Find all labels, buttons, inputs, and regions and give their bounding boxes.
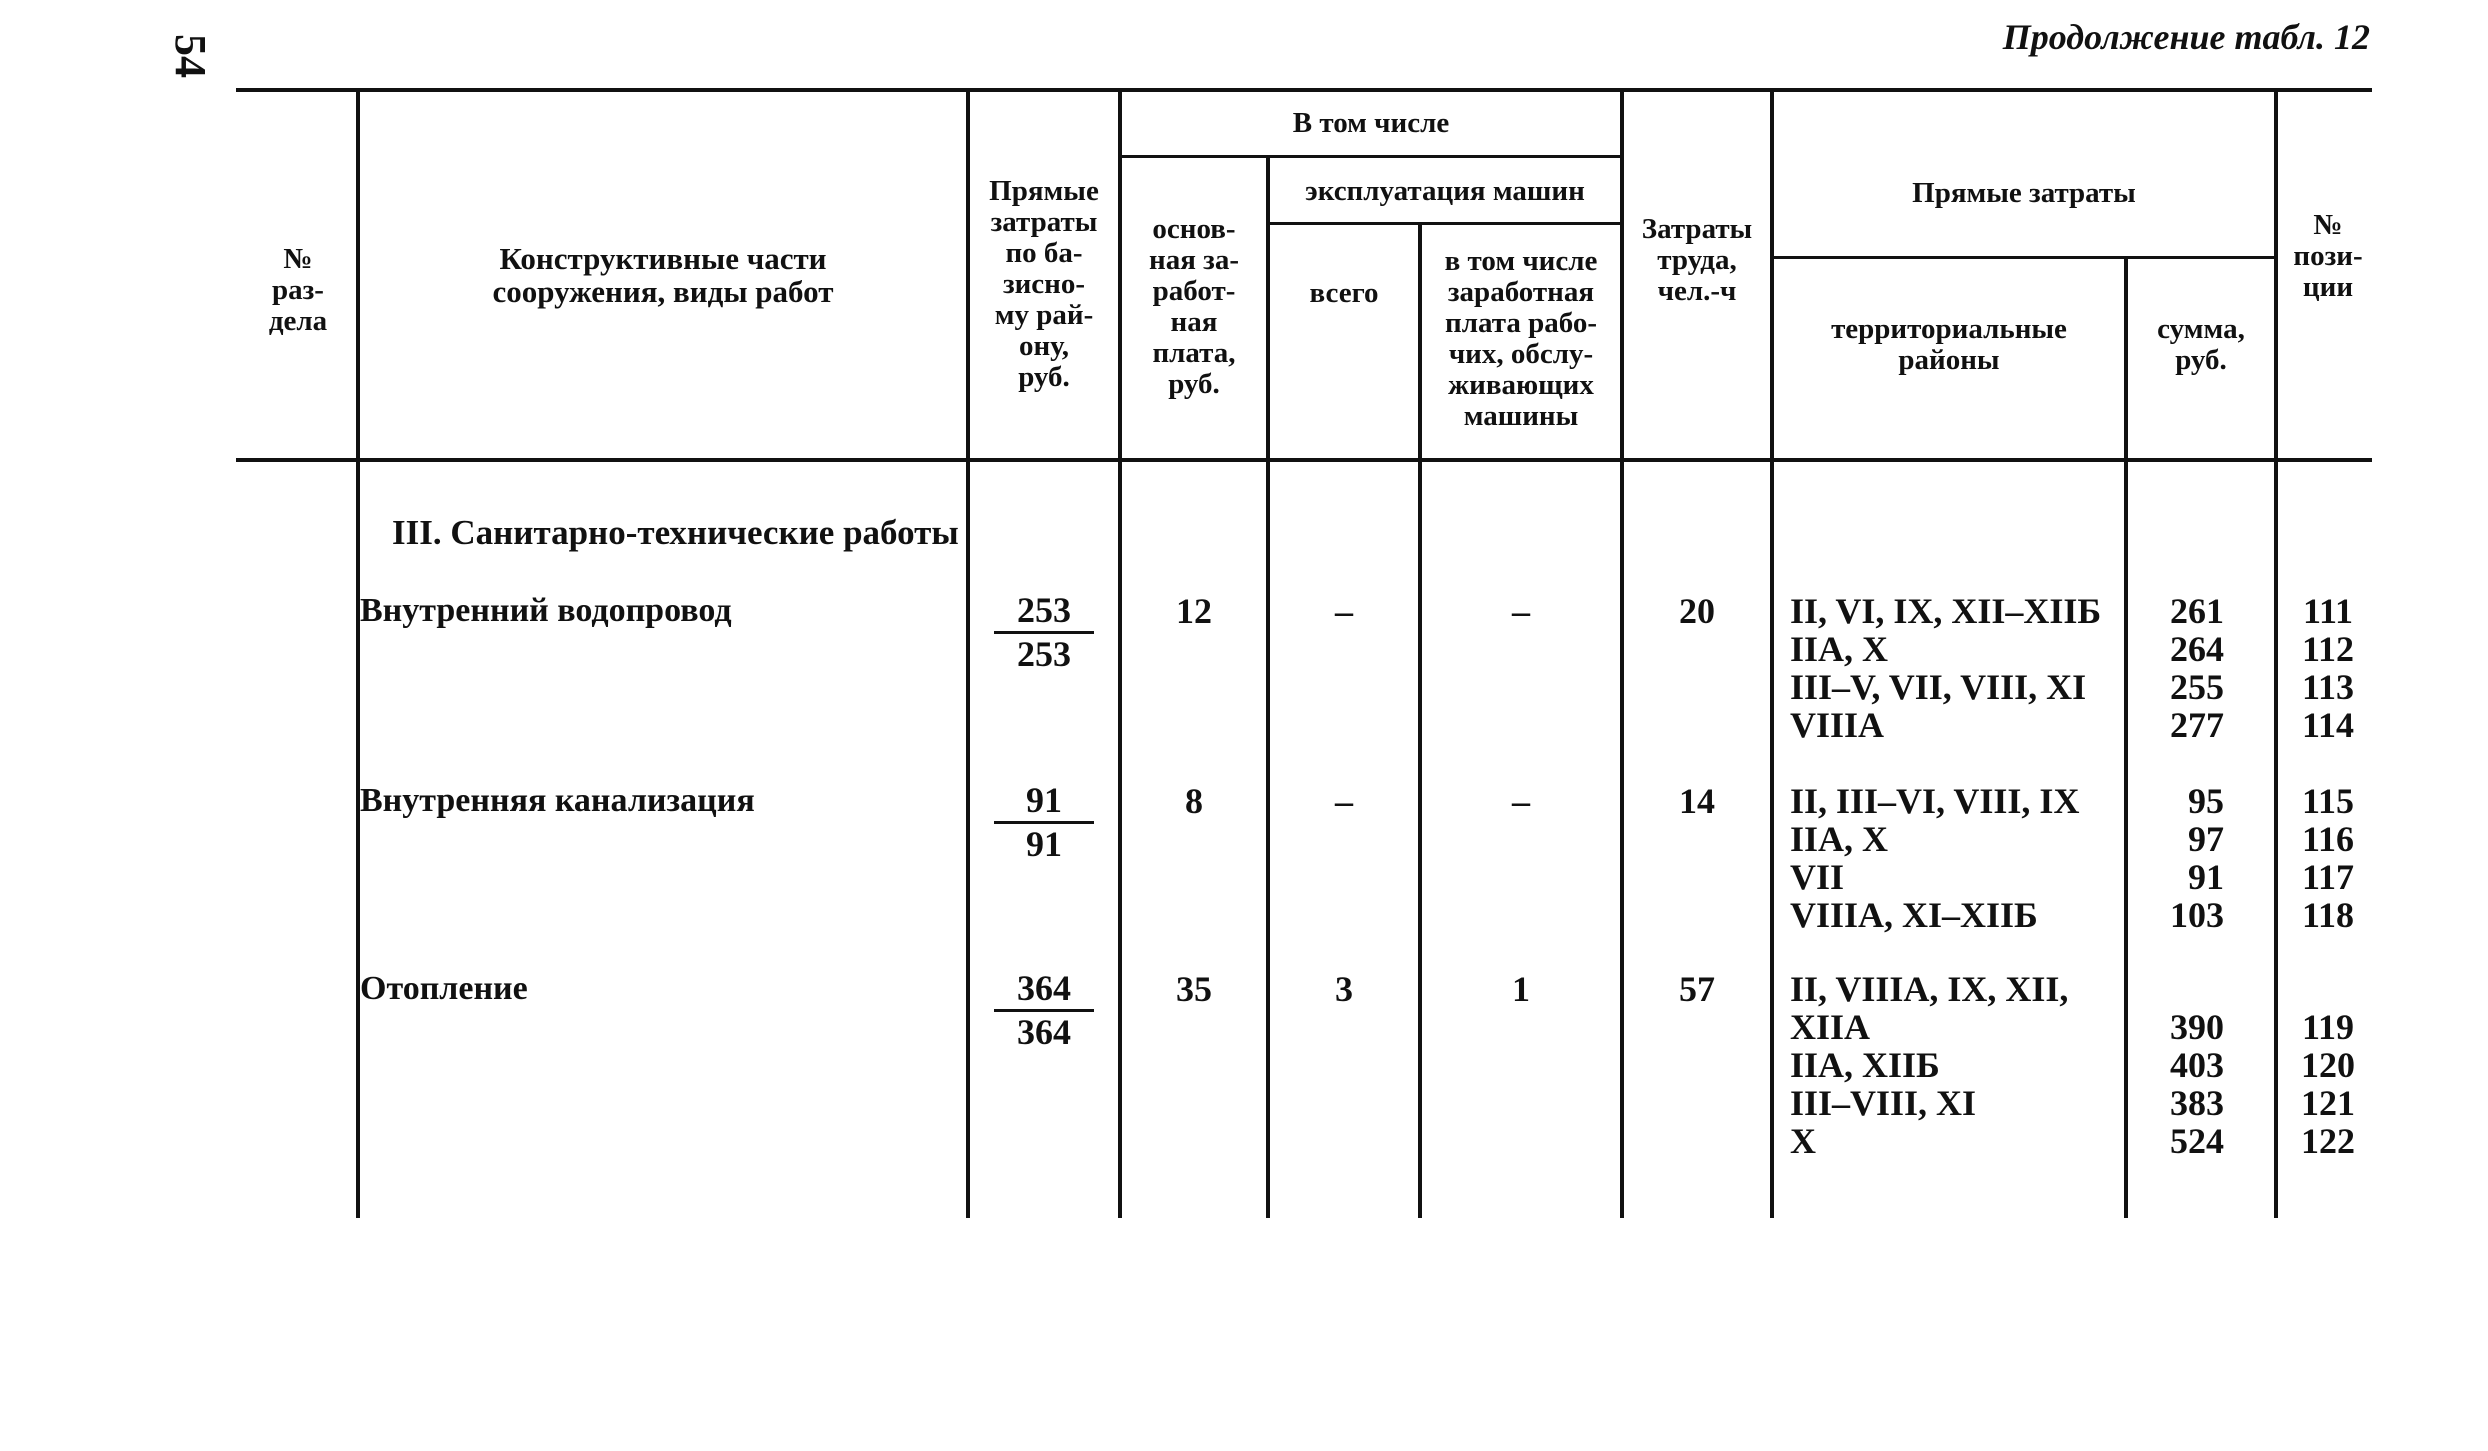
regions-list: II, VIIIА, IX, XII, XIIА IIА, XIIБ III–VIII, XI X <box>1790 969 2069 1161</box>
direct-group-rule <box>1773 256 2276 259</box>
header-machines-group: эксплуатация машин <box>1305 175 1585 207</box>
labor-cost-value: 20 <box>1679 591 1715 631</box>
section-title: III. Санитарно-технические работы <box>392 513 959 552</box>
sums-list: 95 97 91 103 <box>2170 781 2224 935</box>
machines-total-value: 3 <box>1335 969 1353 1009</box>
basic-wages-value: 8 <box>1185 781 1203 821</box>
machines-total-value: – <box>1335 781 1353 821</box>
including-group-rule <box>1118 155 1623 158</box>
header-position-number: № пози- ции <box>2293 209 2363 303</box>
header-basic-wages: основ- ная за- работ- ная плата, руб. <box>1149 213 1239 400</box>
work-name: Отопление <box>360 970 528 1007</box>
regions-list: II, III–VI, VIII, IX IIА, X VII VIIIА, XI–XIIБ <box>1790 781 2080 935</box>
header-structural-parts: Конструктивные части сооружения, виды работ <box>492 241 834 309</box>
machine-wages-value: 1 <box>1512 969 1530 1009</box>
labor-cost-value: 57 <box>1679 969 1715 1009</box>
direct-cost-fraction: $\frac{91}{91}$ <box>984 780 1104 864</box>
header-labor-cost: Затраты труда, чел.-ч <box>1641 213 1753 307</box>
machine-wages-value: – <box>1512 781 1530 821</box>
work-name: Внутренняя канализация <box>360 782 755 819</box>
header-machines-total: всего <box>1309 277 1379 309</box>
work-name: Внутренний водопровод <box>360 592 732 629</box>
positions-list: 115 116 117 118 <box>2301 781 2354 935</box>
col-rule-7 <box>1770 88 1774 1218</box>
header-territorial-regions: территориальные районы <box>1831 313 2067 376</box>
direct-cost-fraction: $\frac{253}{253}$ <box>984 590 1104 674</box>
machines-total-value: – <box>1335 591 1353 631</box>
header-sum: сумма, руб. <box>2157 313 2245 376</box>
regions-list: II, VI, IX, XII–XIIБ IIА, X III–V, VII, VIII, XI VIIIА <box>1790 591 2102 745</box>
page-number: 54 <box>166 34 215 78</box>
header-direct-costs-group: Прямые затраты <box>1912 177 2136 209</box>
direct-cost-fraction: $\frac{364}{364}$ <box>984 968 1104 1052</box>
machine-wages-value: – <box>1512 591 1530 631</box>
table-top-rule <box>236 88 2372 92</box>
machines-group-rule <box>1268 222 1623 225</box>
table-continuation-label: Продолжение табл. 12 <box>2002 17 2370 57</box>
sums-list: 390 403 383 524 <box>2170 1007 2224 1161</box>
sums-list: 261 264 255 277 <box>2170 591 2224 745</box>
header-bottom-rule <box>236 458 2372 462</box>
header-machine-wages: в том числе заработная плата рабо- чих, обслу- живающих машины <box>1444 245 1598 432</box>
header-including-group: В том числе <box>1292 107 1450 139</box>
col-rule-4 <box>1266 155 1270 1218</box>
basic-wages-value: 35 <box>1176 969 1212 1009</box>
header-direct-base-cost: Прямые затраты по ба- зисно- му рай- ону, руб. <box>989 175 1099 393</box>
positions-list: 119 120 121 122 <box>2301 1007 2355 1161</box>
labor-cost-value: 14 <box>1679 781 1715 821</box>
basic-wages-value: 12 <box>1176 591 1212 631</box>
header-section-number: № раз- дела <box>268 243 328 337</box>
positions-list: 111 112 113 114 <box>2301 591 2354 745</box>
